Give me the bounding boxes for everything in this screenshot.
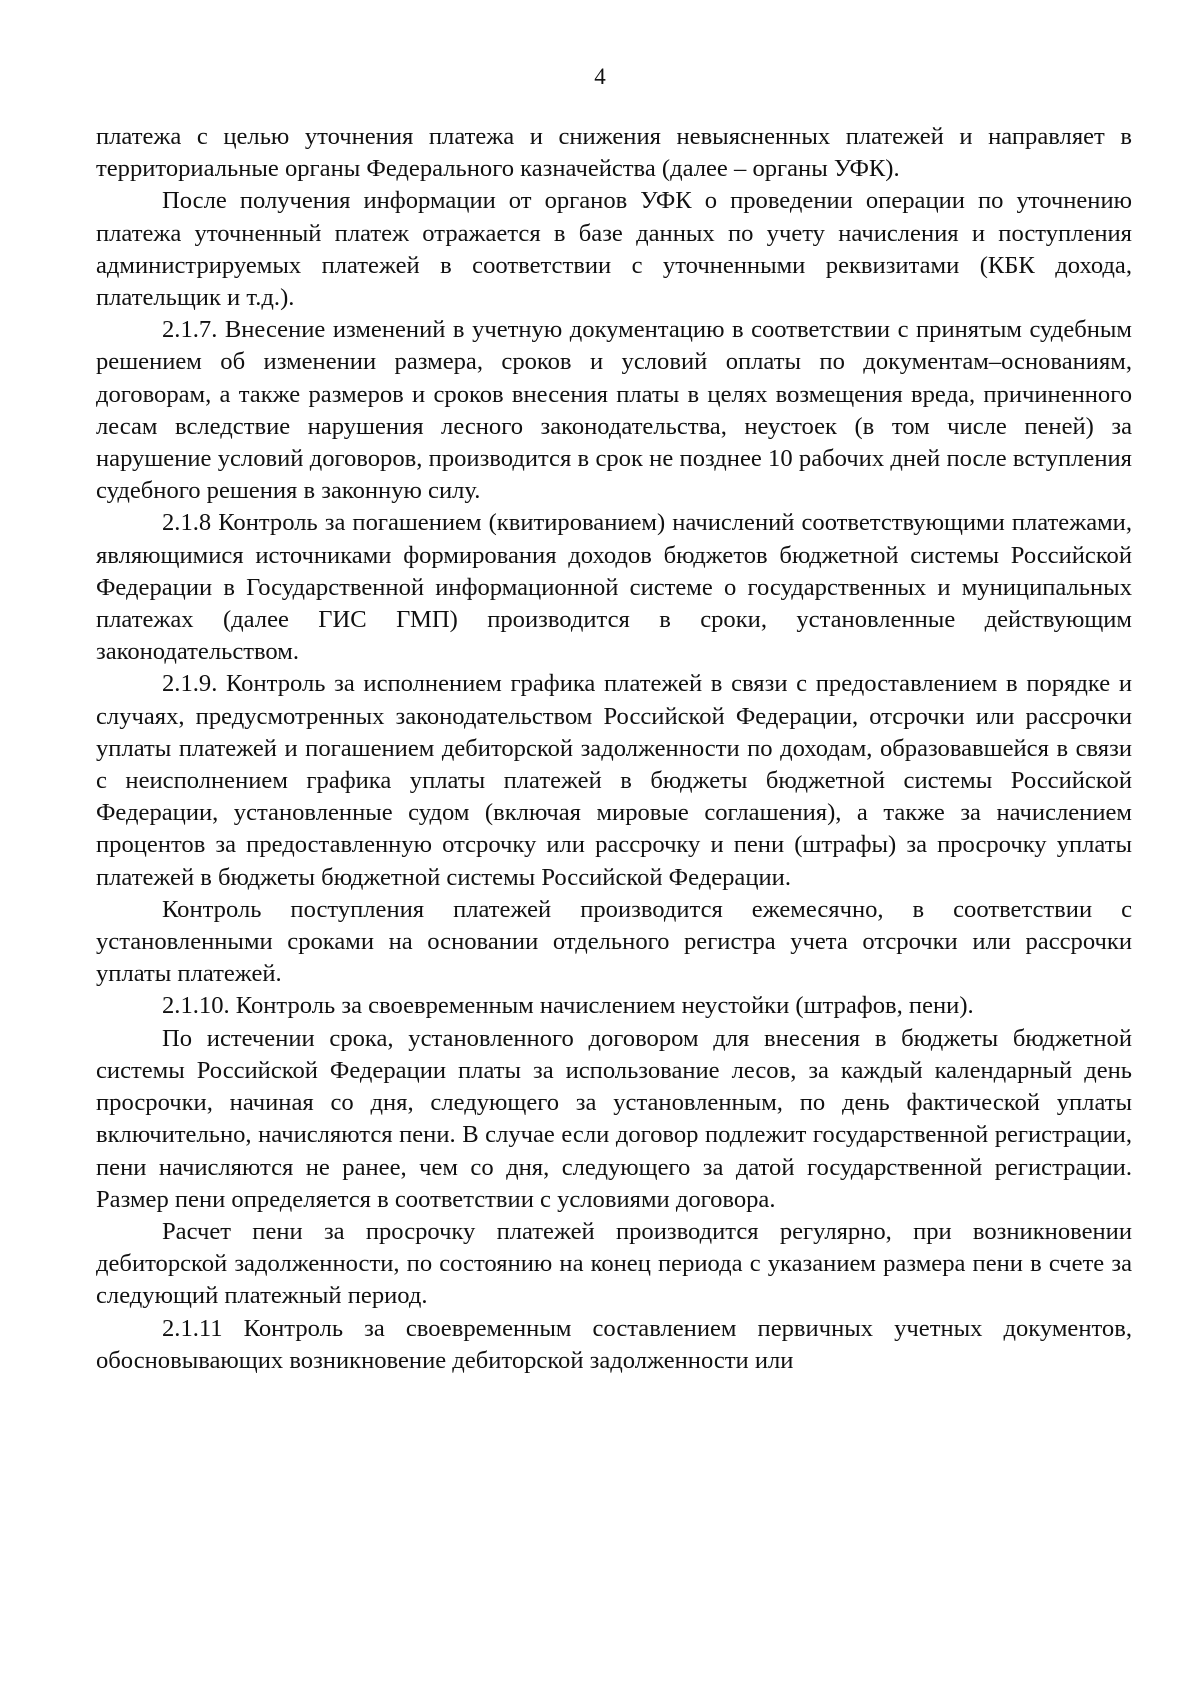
paragraph-penalty-term: По истечении срока, установленного договором для внесения в бюджеты бюджетной системы Российской Федерации платы за использование лесов, за каждый календарный день просрочки, начиная со дня, следующего за установленным, по день фактической уплаты включительно, начисляются пени. В случае если договор подлежит государственной регистрации, пени начисляются не ранее, чем со дня, следующего за датой государственной регистрации. Размер пени определяется в соответствии с условиями договора. bbox=[96, 1024, 1132, 1213]
paragraph-2-1-11: 2.1.11 Контроль за своевременным составлением первичных учетных документов, обосновывающих возникновение дебиторской задолженности или bbox=[96, 1314, 1132, 1374]
paragraph-payment-control: Контроль поступления платежей производится ежемесячно, в соответствии с установленными сроками на основании отдельного регистра учета отсрочки или рассрочки уплаты платежей. bbox=[96, 895, 1132, 988]
paragraph-2-1-9: 2.1.9. Контроль за исполнением графика платежей в связи с предоставлением в порядке и случаях, предусмотренных законодательством Российской Федерации, отсрочки или рассрочки уплаты платежей и погашением дебиторской задолженности по доходам, образовавшейся в связи с неисполнением графика уплаты платежей в бюджеты бюджетной системы Российской Федерации, установленные судом (включая мировые соглашения), а также за начислением процентов за предоставленную отсрочку или рассрочку и пени (штрафы) за просрочку уплаты платежей в бюджеты бюджетной системы Российской Федерации. bbox=[96, 670, 1132, 891]
document-body bbox=[96, 121, 1132, 1377]
paragraph-ufk-info: После получения информации от органов УФК о проведении операции по уточнению платежа уточненный платеж отражается в базе данных по учету начисления и поступления администрируемых платежей в соответствии с уточненными реквизитами (КБК дохода, плательщик и т.д.). bbox=[96, 187, 1132, 312]
paragraph-2-1-10: 2.1.10. Контроль за своевременным начислением неустойки (штрафов, пени). bbox=[162, 992, 974, 1020]
paragraph-2-1-7: 2.1.7. Внесение изменений в учетную документацию в соответствии с принятым судебным решением об изменении размера, сроков и условий оплаты по документам–основаниям, договорам, а также размеров и сроков внесения платы в целях возмещения вреда, причиненного лесам вследствие нарушения лесного законодательства, неустоек (в том числе пеней) за нарушение условий договоров, производится в срок не позднее 10 рабочих дней после вступления судебного решения в законную силу. bbox=[96, 316, 1132, 505]
page-number: 4 bbox=[594, 64, 606, 89]
paragraph-2-1-8: 2.1.8 Контроль за погашением (квитированием) начислений соответствующими платежами, являющимися источниками формирования доходов бюджетов бюджетной системы Российской Федерации в Государственной информационной системе о государственных и муниципальных платежах (далее ГИС ГМП) производится в сроки, установленные действующим законодательством. bbox=[96, 509, 1132, 666]
paragraph-continuation: платежа с целью уточнения платежа и снижения невыясненных платежей и направляет в территориальные органы Федерального казначейства (далее – органы УФК). bbox=[96, 123, 1132, 183]
paragraph-penalty-calc: Расчет пени за просрочку платежей производится регулярно, при возникновении дебиторской задолженности, по состоянию на конец периода с указанием размера пени в счете за следующий платежный период. bbox=[96, 1217, 1132, 1310]
